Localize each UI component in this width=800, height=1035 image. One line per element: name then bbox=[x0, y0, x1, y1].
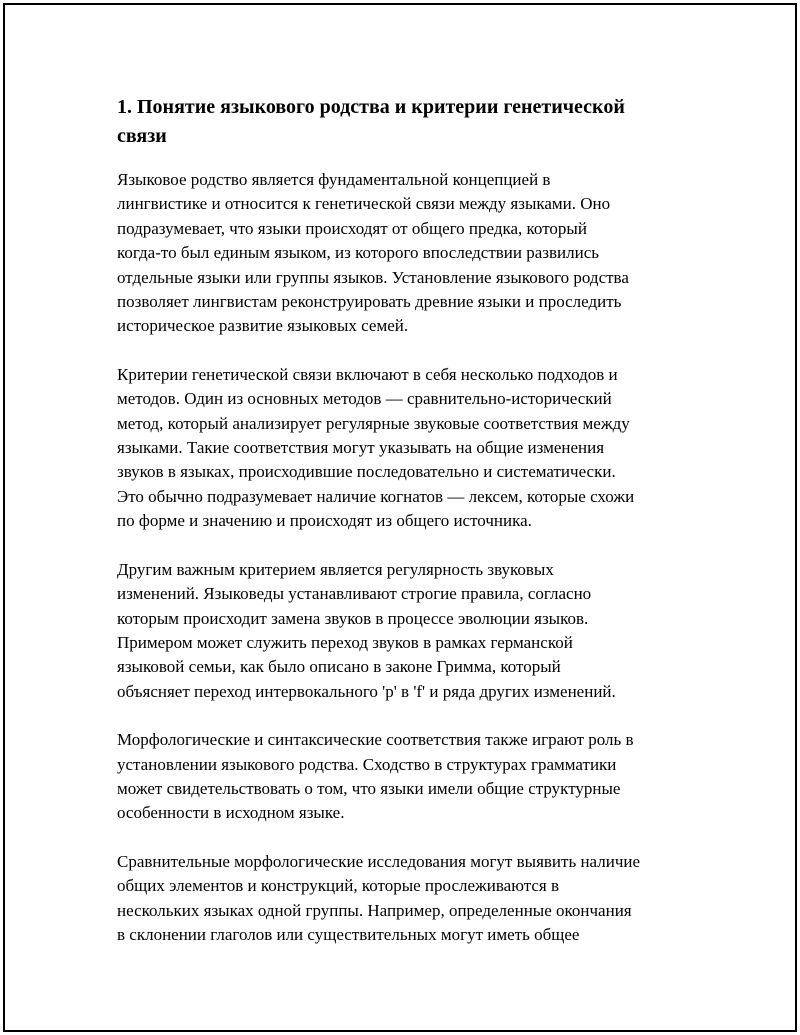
document-body bbox=[117, 93, 687, 971]
paragraph-3: Другим важным критерием является регулярность звуковых изменений. Языковеды устанавливают строгие правила, согласно которым происходит замена звуков в процессе эволюции языков. Примером может служить переход звуков в рамках германской языковой семьи, как было описано в законе Гримма, который объясняет переход интервокального 'p' в 'f' и ряда других изменений. bbox=[117, 559, 616, 701]
paragraph-5: Сравнительные морфологические исследования могут выявить наличие общих элементов и конструкций, которые прослеживаются в нескольких языках одной группы. Например, определенные окончания в склонении глаголов или существительных могут иметь общее bbox=[117, 851, 641, 944]
section-heading: 1. Понятие языкового родства и критерии генетической связи bbox=[117, 96, 625, 147]
paragraph-1: Языковое родство является фундаментальной концепцией в лингвистике и относится к генетической связи между языками. Оно подразумевает, что языки происходят от общего предка, который когда-то был единым языком, из которого впоследствии развились отдельные языки или группы языков. Установление языкового родства позволяет лингвистам реконструировать древние языки и проследить историческое развитие языковых семей. bbox=[117, 170, 629, 336]
paragraph-2: Критерии генетической связи включают в себя несколько подходов и методов. Один из основных методов — сравнительно-исторический метод, который анализирует регулярные звуковые соответствия между языками. Такие соответствия могут указывать на общие изменения звуков в языках, происходившие последовательно и систематически. Это обычно подразумевает наличие когнатов — лексем, которые схожи по форме и значению и происходят из общего источника. bbox=[117, 364, 635, 531]
paragraph-4: Морфологические и синтаксические соответствия также играют роль в установлении языкового родства. Сходство в структурах грамматики может свидетельствовать о том, что языки имели общие структурные особенности в исходном языке. bbox=[117, 730, 634, 823]
